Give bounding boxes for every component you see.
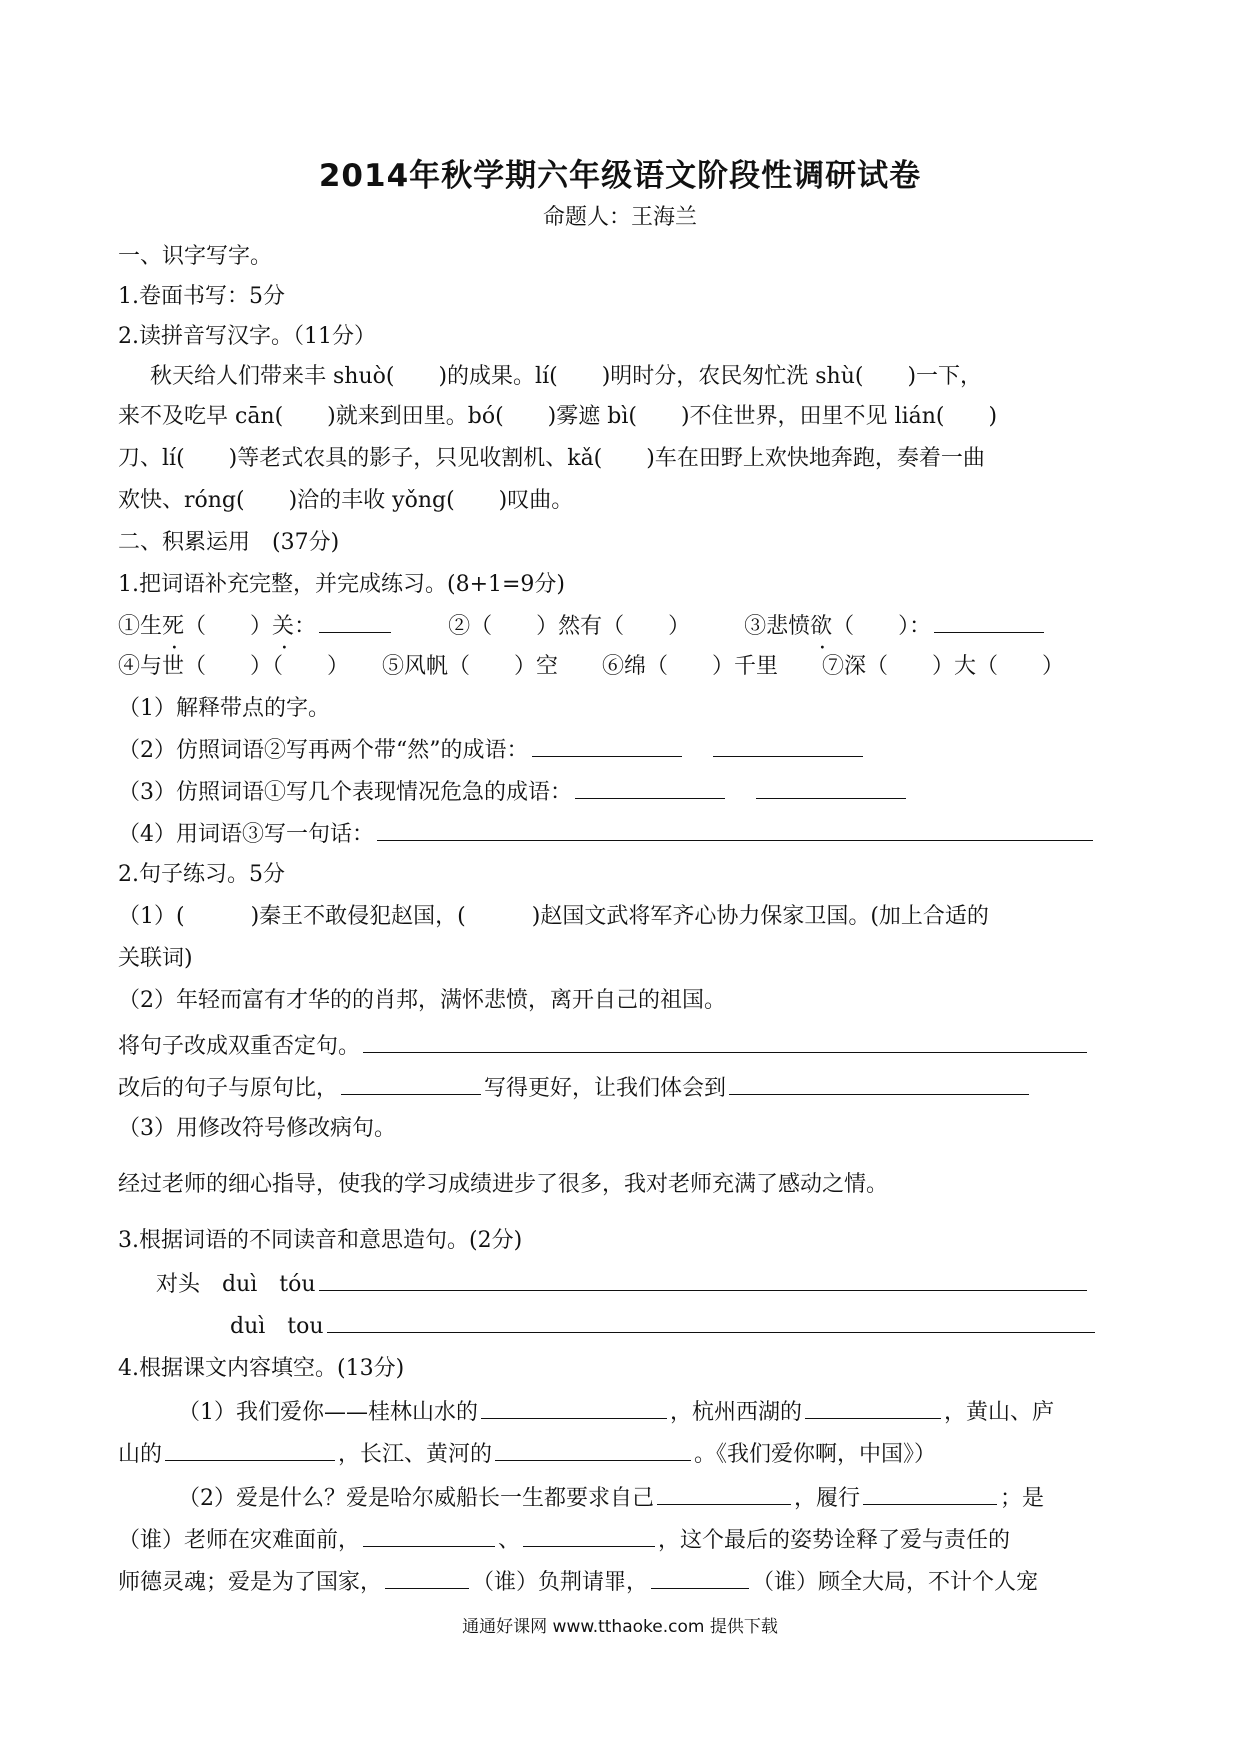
idiom-1-blank: （ ）: [184, 614, 273, 639]
pinyin-line-3: 刀、lí( )等老式农具的影子，只见收割机、kǎ( )车在田野上欢快地奔跑，奏着一曲: [118, 446, 985, 471]
answer-blank[interactable]: [532, 734, 682, 757]
answer-blank[interactable]: [319, 610, 391, 633]
idiom-3-blank: （ ）：: [832, 614, 932, 639]
answer-blank[interactable]: [657, 1482, 791, 1505]
answer-blank[interactable]: [495, 1438, 691, 1461]
task-a-text: 将句子改成双重否定句。: [118, 1034, 361, 1059]
answer-blank[interactable]: [523, 1524, 655, 1547]
question-2-1: 1.把词语补充完整，并完成练习。(8+1=9分): [118, 572, 566, 597]
fill-3-text-c: ；是: [1000, 1486, 1045, 1511]
fill-line-5: [118, 1566, 1038, 1598]
fill-2-text-b: ，长江、黄河的: [338, 1442, 493, 1467]
answer-blank[interactable]: [863, 1482, 997, 1505]
answer-blank[interactable]: [575, 776, 725, 799]
polyphone-line-2: [230, 1310, 1098, 1342]
fill-line-2: [118, 1438, 936, 1470]
sentence-2-task-b: [118, 1072, 1032, 1104]
polyphone-line-1: [156, 1268, 1090, 1300]
idiom-3-part: ③悲愤: [744, 614, 811, 639]
task-b-text-2: 写得更好，让我们体会到: [484, 1076, 727, 1101]
fill-line-3: [178, 1482, 1044, 1514]
dotted-char: 死: [162, 614, 185, 639]
fill-1-text-c: ，黄山、庐: [944, 1400, 1055, 1425]
dotted-char: 关: [272, 614, 295, 639]
sentence-1: （1）( )秦王不敢侵犯赵国，( )赵国文武将军齐心协力保家卫国。(加上合适的: [118, 904, 989, 929]
sick-sentence: 经过老师的细心指导，使我的学习成绩进步了很多，我对老师充满了感动之情。: [118, 1172, 889, 1197]
question-2-2: 2.句子练习。5分: [118, 862, 285, 887]
sentence-2-task-a: [118, 1030, 1090, 1062]
fill-5-text-a: 师德灵魂；爱是为了国家，: [118, 1570, 383, 1595]
page-title: 2014年秋学期六年级语文阶段性调研试卷: [318, 158, 922, 194]
answer-blank[interactable]: [713, 734, 863, 757]
dotted-char: 欲: [810, 614, 833, 639]
question-2-3: 3.根据词语的不同读音和意思造句。(2分): [118, 1228, 523, 1253]
fill-2-text-c: 。《我们爱你啊，中国》）: [694, 1442, 937, 1467]
idiom-row-1: [118, 610, 1047, 642]
fill-line-1: [178, 1396, 1054, 1428]
answer-blank[interactable]: [377, 818, 1093, 841]
sub-question-2: [118, 734, 866, 766]
pinyin-line-2: 来不及吃早 cān( )就来到田里。bó( )雾遮 bì( )不住世界，田里不见 lián( ): [118, 404, 998, 429]
section-1-heading: 一、识字写字。: [118, 244, 273, 269]
fill-2-text-a: 山的: [118, 1442, 163, 1467]
fill-1-text-a: （1）我们爱你——桂林山水的: [178, 1400, 478, 1425]
author-line: 命题人：王海兰: [542, 205, 697, 230]
polyphone-1-text: 对头 duì tóu: [156, 1272, 316, 1297]
sentence-2: （2）年轻而富有才华的的肖邦，满怀悲愤，离开自己的祖国。: [118, 988, 726, 1013]
question-2-4: 4.根据课文内容填空。(13分): [118, 1356, 405, 1381]
idiom-1-colon: ：: [294, 614, 317, 639]
question-1-1: 1.卷面书写：5分: [118, 284, 285, 309]
answer-blank[interactable]: [934, 610, 1044, 633]
fill-5-text-c: （谁）顾全大局，不计个人宠: [752, 1570, 1039, 1595]
sub-question-3: [118, 776, 909, 808]
polyphone-2-text: duì tou: [230, 1314, 324, 1339]
answer-blank[interactable]: [756, 776, 906, 799]
answer-blank[interactable]: [651, 1566, 749, 1589]
answer-blank[interactable]: [363, 1030, 1087, 1053]
fill-4-text-b: 、: [498, 1528, 521, 1553]
task-b-text-1: 改后的句子与原句比，: [118, 1076, 339, 1101]
sub-question-1: （1）解释带点的字。: [118, 696, 330, 721]
answer-blank[interactable]: [319, 1268, 1087, 1291]
answer-blank[interactable]: [363, 1524, 495, 1547]
answer-blank[interactable]: [327, 1310, 1095, 1333]
answer-blank[interactable]: [481, 1396, 667, 1419]
fill-3-text-a: （2）爱是什么？爱是哈尔威船长一生都要求自己: [178, 1486, 654, 1511]
answer-blank[interactable]: [385, 1566, 469, 1589]
answer-blank[interactable]: [805, 1396, 941, 1419]
sub-question-4: [118, 818, 1096, 850]
idiom-1-part: ①生: [118, 614, 163, 639]
fill-5-text-b: （谁）负荆请罪，: [472, 1570, 649, 1595]
fill-1-text-b: ，杭州西湖的: [670, 1400, 803, 1425]
sentence-1-cont: 关联词): [118, 946, 193, 971]
idiom-2: ②（ ）然有（ ）: [448, 614, 691, 639]
fill-3-text-b: ，履行: [794, 1486, 861, 1511]
sub-question-3-text: （3）仿照词语①写几个表现情况危急的成语：: [118, 780, 572, 805]
idiom-row-2: ④与世（ ）（ ） ⑤风帆（ ）空 ⑥绵（ ）千里 ⑦深（ ）大（ ）: [118, 654, 1065, 679]
sub-question-2-text: （2）仿照词语②写再两个带“然”的成语：: [118, 738, 529, 763]
pinyin-line-1: 秋天给人们带来丰 shuò( )的成果。lí( )明时分，农民匆忙洗 shù( )一下，: [150, 364, 983, 389]
fill-4-text-a: （谁）老师在灾难面前，: [118, 1528, 361, 1553]
sub-question-4-text: （4）用词语③写一句话：: [118, 822, 374, 847]
footer-credit: 通通好课网 www.tthaoke.com 提供下载: [462, 1617, 778, 1637]
pinyin-line-4: 欢快、róng( )洽的丰收 yǒng( )叹曲。: [118, 488, 574, 513]
answer-blank[interactable]: [729, 1072, 1029, 1095]
question-1-2: 2.读拼音写汉字。（11分）: [118, 324, 376, 349]
sentence-3: （3）用修改符号修改病句。: [118, 1116, 396, 1141]
fill-line-4: [118, 1524, 1010, 1556]
fill-4-text-c: ，这个最后的姿势诠释了爱与责任的: [658, 1528, 1011, 1553]
answer-blank[interactable]: [341, 1072, 481, 1095]
answer-blank[interactable]: [165, 1438, 335, 1461]
section-2-heading: 二、积累运用 (37分): [118, 530, 340, 555]
